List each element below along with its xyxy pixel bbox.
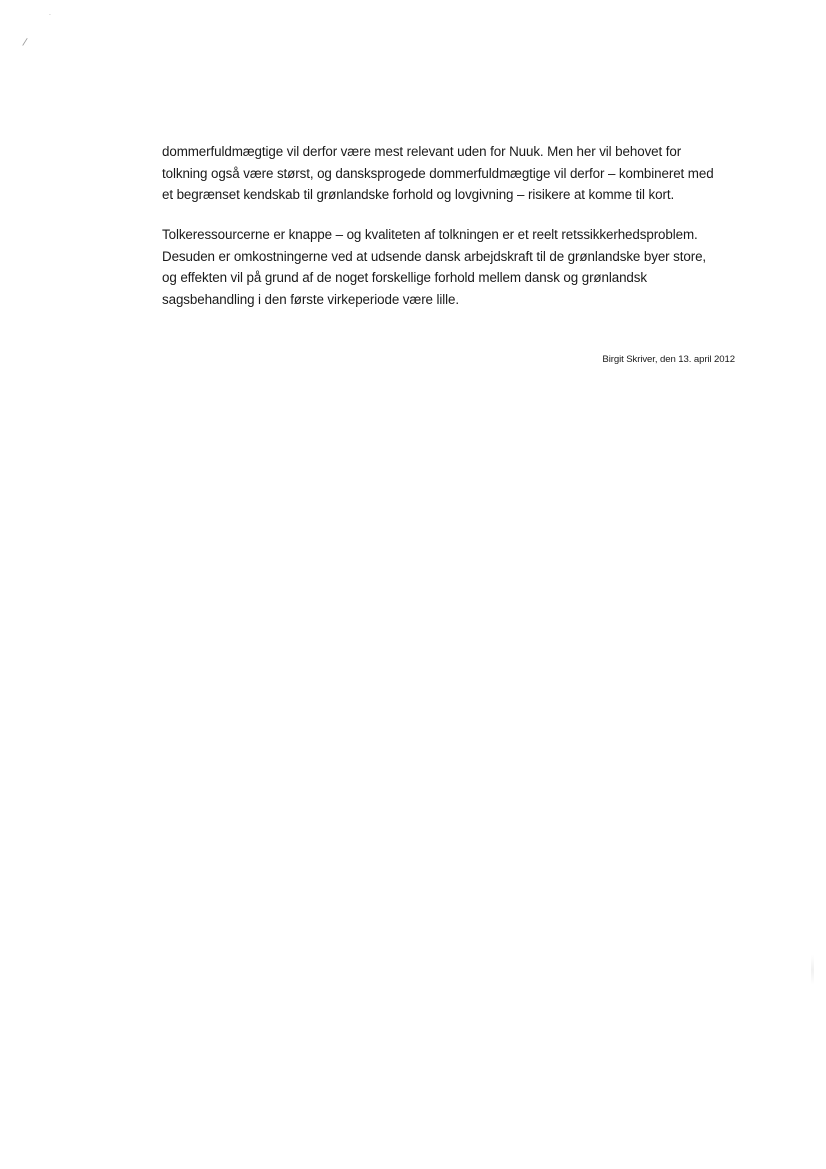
- paragraph-line: og effekten vil på grund af de noget forskellige forhold mellem dansk og grønlandsk: [162, 270, 647, 285]
- paragraph-line: Desuden er omkostningerne ved at udsende dansk arbejdskraft til de grønlandske byer store,: [162, 248, 707, 264]
- scan-artifact-dot: ·: [49, 12, 51, 19]
- body-text: [162, 141, 762, 310]
- paragraph-line: et begrænset kendskab til grønlandske forhold og lovgivning – risikere at komme til kort.: [162, 187, 675, 202]
- paragraph-line: tolkning også være størst, og dansksprogede dommerfuldmægtige vil derfor – kombineret med: [162, 165, 714, 181]
- paragraph-line: Tolkeressourcerne er knappe – og kvaliteten af tolkningen er et reelt retssikkerhedsproblem.: [162, 227, 698, 242]
- paragraph-1: [162, 141, 762, 206]
- signature-line: Birgit Skriver, den 13. april 2012: [602, 354, 735, 365]
- scan-edge-smudge: [811, 955, 814, 985]
- scan-artifact-stroke: /: [21, 36, 28, 49]
- paragraph-line: dommerfuldmægtige vil derfor være mest relevant uden for Nuuk. Men her vil behovet for: [162, 144, 682, 159]
- paragraph-2: [162, 224, 762, 310]
- paragraph-line: sagsbehandling i den første virkeperiode være lille.: [162, 291, 459, 307]
